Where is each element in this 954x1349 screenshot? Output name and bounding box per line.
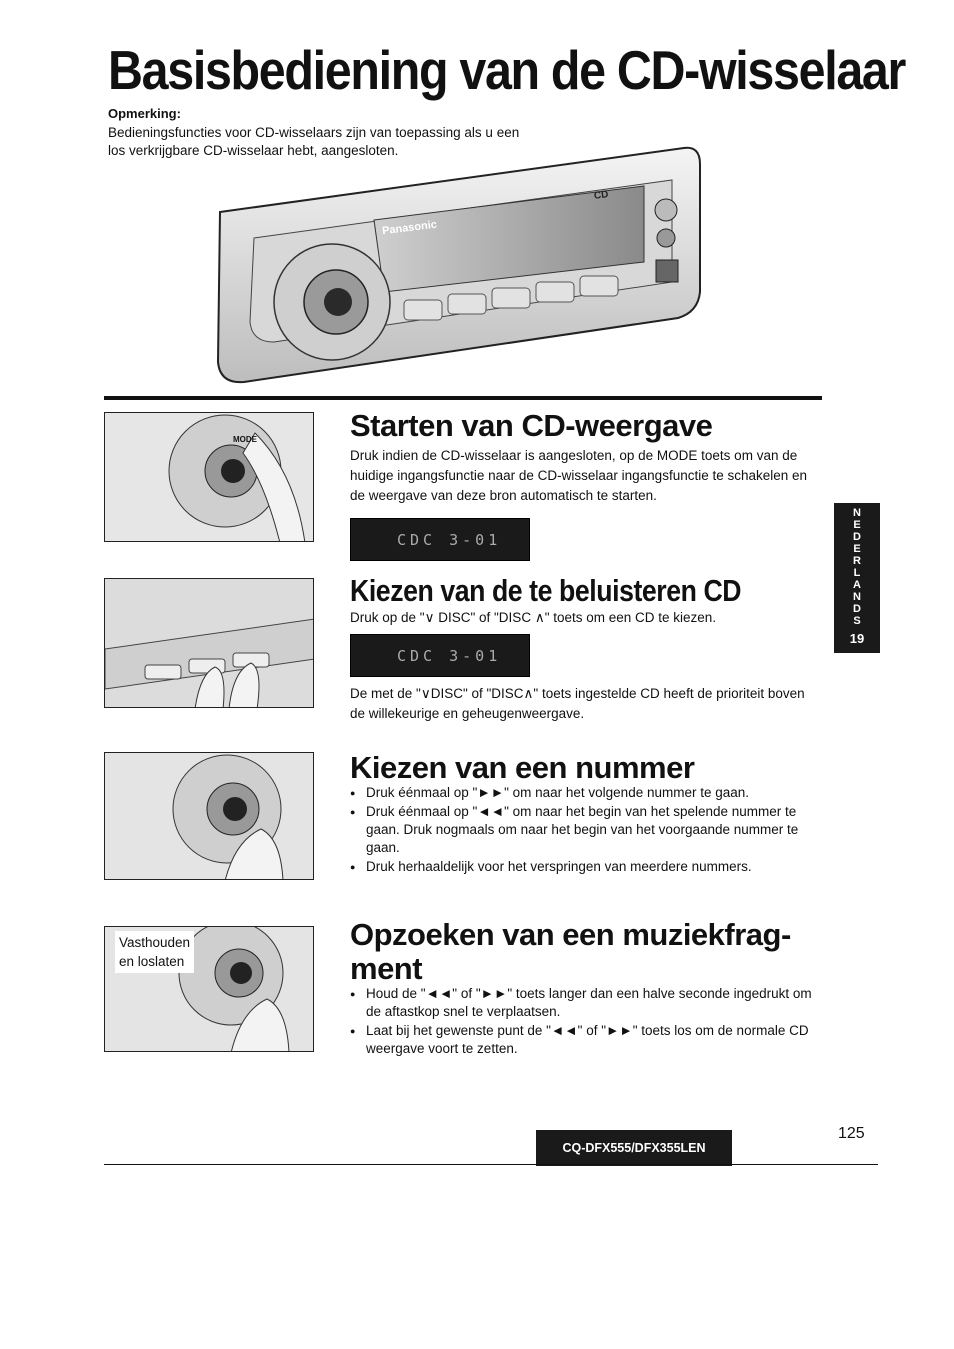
list-item: ● Laat bij het gewenste punt de "◄◄" of "►►" toets los om de normale CD weergave voort te zetten. <box>350 1022 824 1058</box>
tab-letter: R <box>853 555 861 567</box>
note-label: Opmerking: <box>108 106 181 121</box>
caption-line: en loslaten <box>119 954 185 969</box>
text-kiezen-cd: Druk op de "∨ DISC" of "DISC ∧" toets om een CD te kiezen. <box>350 610 717 625</box>
heading-line: Opzoeken van een muziekfrag- <box>350 917 791 952</box>
list-kiezen-nummer <box>350 784 824 877</box>
language-tab <box>834 503 880 653</box>
tab-letter: D <box>853 603 861 615</box>
section-divider <box>104 396 822 400</box>
tab-letter: N <box>853 591 861 603</box>
tab-letter: N <box>853 507 861 519</box>
photo-caption <box>115 931 194 973</box>
tab-letter: L <box>853 567 861 579</box>
mode-label: MODE <box>233 435 257 444</box>
note-text: Bedieningsfuncties voor CD-wisselaars zijn van toepassing als u een los verkrijgbare CD-wisselaar hebt, aangesloten. <box>108 125 520 158</box>
list-item: ● Druk éénmaal op "►►" om naar het volgende nummer te gaan. <box>350 784 824 802</box>
tab-letter: S <box>853 615 861 627</box>
car-radio-faceplate-image <box>214 142 704 386</box>
lcd-display-2: CDC 3-01 <box>350 634 530 677</box>
tab-letter: E <box>853 519 861 531</box>
heading-starten: Starten van CD-weergave <box>350 408 713 443</box>
tab-letter: D <box>853 531 861 543</box>
list-item: ● Houd de "◄◄" of "►►" toets langer dan een halve seconde ingedrukt om de aftastkop snel te verplaatsen. <box>350 985 824 1021</box>
photo-mode-button <box>104 412 314 542</box>
page-number: 125 <box>838 1125 865 1142</box>
list-opzoeken <box>350 985 824 1059</box>
list-item: ● Druk herhaaldelijk voor het verspringen van meerdere nummers. <box>350 858 824 876</box>
page-title: Basisbediening van de CD-wisselaar <box>108 39 906 101</box>
caption-line: Vasthouden <box>119 935 191 950</box>
heading-kiezen-cd: Kiezen van de te beluisteren CD <box>350 573 742 608</box>
list-item: ● Druk éénmaal op "◄◄" om naar het begin van het spelende nummer te gaan. Druk nogmaals om naar het begin van het voorgaande nummer te gaan. <box>350 803 824 857</box>
text-starten: Druk indien de CD-wisselaar is aangesloten, op de MODE toets om van de huidige ingangsfunctie naar de CD-wisselaar ingangsfunctie te schakelen en de weergave van deze bron automatisch te starten. <box>350 448 808 503</box>
photo-track-buttons <box>104 752 314 880</box>
tab-letter: E <box>853 543 861 555</box>
brand-logo: Panasonic <box>381 218 438 238</box>
cd-logo: CD <box>593 189 610 202</box>
photo-search-buttons <box>104 926 314 1052</box>
lcd-display-1: CDC 3-01 <box>350 518 530 561</box>
tab-letter: A <box>853 579 861 591</box>
heading-line: ment <box>350 951 423 986</box>
text-kiezen-cd-priority: De met de "∨DISC" of "DISC∧" toets ingestelde CD heeft de prioriteit boven de willekeurige en geheugenweergave. <box>350 686 805 721</box>
radio-illustration <box>214 142 704 386</box>
heading-opzoeken <box>350 918 791 986</box>
heading-kiezen-nummer: Kiezen van een nummer <box>350 750 695 785</box>
footer-rule <box>104 1164 878 1165</box>
tab-number: 19 <box>849 631 865 646</box>
model-number: CQ-DFX555/DFX355LEN <box>536 1130 732 1166</box>
photo-disc-buttons <box>104 578 314 708</box>
